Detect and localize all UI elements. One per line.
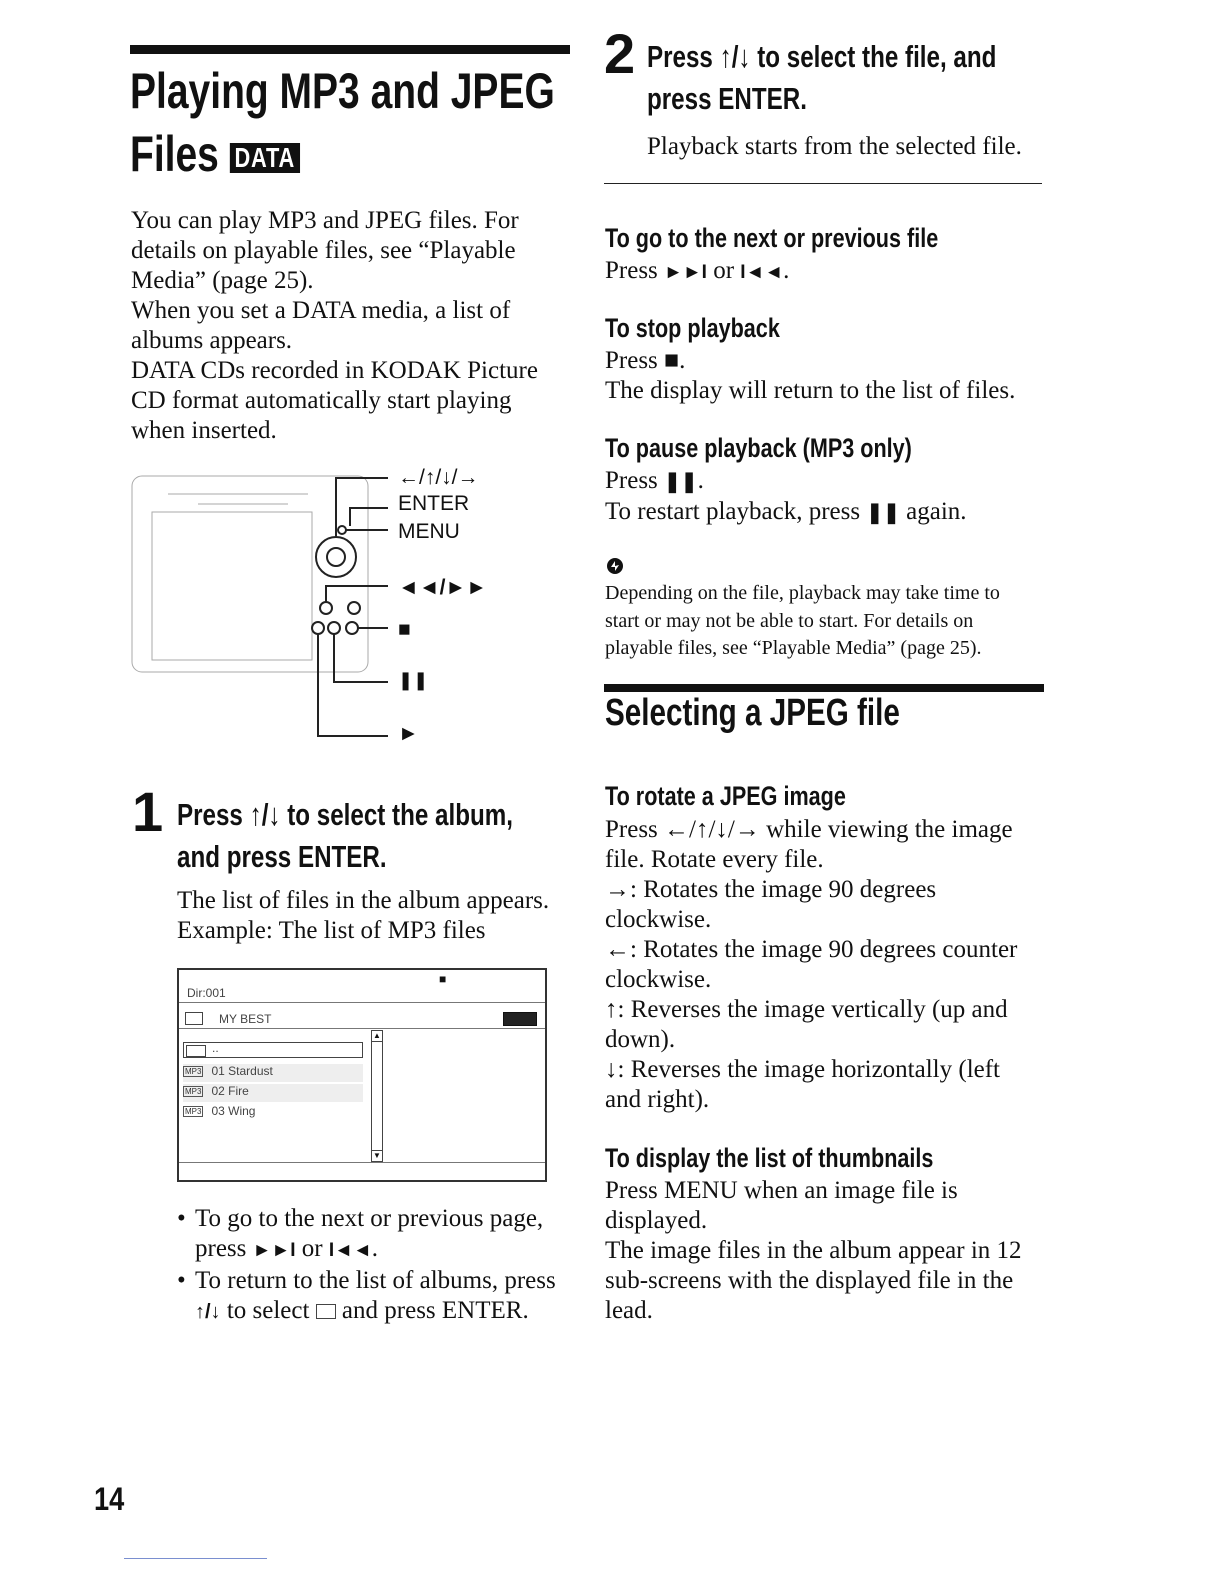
pause-leader <box>334 634 388 682</box>
up-down-arrows-icon: ↑/↓ <box>195 1301 221 1323</box>
next-icon: ►►I <box>252 1240 296 1261</box>
data-badge: DATA <box>230 143 300 173</box>
step-2-line-1: Press ↑/↓ to select the file, and <box>647 39 997 74</box>
bullet-1-line-2: press ►►I or I◄◄. <box>195 1235 378 1262</box>
intro-line: DATA CDs recorded in KODAK Picture <box>131 357 538 384</box>
step-1-line-2: and press ENTER. <box>177 839 387 874</box>
label-menu: MENU <box>398 520 460 543</box>
enter-button-center <box>327 548 345 566</box>
title-line-1: Playing MP3 and JPEG <box>130 63 555 119</box>
pause-button-outline <box>328 622 340 634</box>
step-2-line-2: press ENTER. <box>647 81 807 116</box>
parent-folder-icon <box>186 1045 206 1057</box>
prev-icon: I◄◄ <box>328 1240 372 1261</box>
note-icon <box>605 556 625 576</box>
battery-icon <box>503 1012 537 1026</box>
player-screen-outline <box>152 512 312 660</box>
stop-icon: ■ <box>664 347 680 374</box>
dir-label: Dir:001 <box>187 986 226 1000</box>
title-top-bar <box>130 45 570 54</box>
label-enter: ENTER <box>398 492 470 515</box>
parent-folder-row[interactable] <box>183 1042 363 1058</box>
mp3-file-icon: MP3 <box>185 1067 202 1076</box>
player-illustration <box>128 468 398 748</box>
pause-icon: ❚❚ <box>664 471 698 493</box>
bullet-2-line-2: ↑/↓ to select and press ENTER. <box>195 1297 529 1324</box>
player-body-outline <box>132 476 368 672</box>
parent-folder-label: .. <box>212 1041 219 1055</box>
label-pause: ❚❚ <box>398 670 429 690</box>
page-number: 14 <box>94 1481 125 1517</box>
thumbnails-heading: To display the list of thumbnails <box>605 1143 934 1173</box>
intro-line: details on playable files, see “Playable <box>131 237 516 264</box>
intro-paragraph <box>131 206 571 446</box>
bullet-list <box>177 1204 577 1327</box>
note-text: Depending on the file, playback may take time to start or may not be able to start. For details on playable files, see “Playable Media” (page 25). <box>605 582 1000 659</box>
divider <box>604 183 1042 184</box>
bullet-item: • To return to the list of albums, press ↑/↓ to select and press ENTER. <box>177 1266 577 1327</box>
intro-line: albums appears. <box>131 327 293 354</box>
prev-button-outline <box>320 602 332 614</box>
step-1-desc-line: The list of files in the album appears. <box>177 887 550 914</box>
play-leader <box>318 634 388 736</box>
stop-indicator: ■ <box>439 972 447 986</box>
album-name: MY BEST <box>219 1012 272 1026</box>
play-button-outline <box>346 622 358 634</box>
pause-icon: ❚❚ <box>866 502 900 524</box>
intro-line: Media” (page 25). <box>131 267 314 294</box>
file-list-screen <box>177 968 547 1182</box>
menu-button-outline <box>338 526 346 534</box>
list-scrollbar[interactable]: ▲ ▼ <box>371 1030 383 1162</box>
next-prev-heading: To go to the next or previous file <box>605 223 939 253</box>
mp3-file-icon: MP3 <box>185 1087 202 1096</box>
file-row[interactable]: MP3 02 Fire <box>183 1084 363 1102</box>
mp3-file-icon: MP3 <box>185 1107 202 1116</box>
step-1-desc-line: Example: The list of MP3 files <box>177 917 486 944</box>
pause-heading: To pause playback (MP3 only) <box>605 433 912 463</box>
enter-button-outline <box>316 537 356 577</box>
rotate-text: Press ←/↑/↓/→ while viewing the image file. Rotate every file. →: Rotates the image 90 degrees clockwise. ←: Rotates the image 90 degrees counter clockwise. ↑: Reverses the image vertically (up and down). ↓: Reverses the image horizontally (left and right). <box>605 816 1018 1113</box>
label-play: ► <box>398 722 419 745</box>
footer-rule <box>124 1558 267 1559</box>
title-line-2: Files DATA <box>130 127 300 182</box>
step-1-number: 1 <box>132 780 164 843</box>
stop-heading: To stop playback <box>605 313 780 343</box>
rotate-heading: To rotate a JPEG image <box>605 781 846 811</box>
intro-line: When you set a DATA media, a list of <box>131 297 511 324</box>
intro-line: CD format automatically start playing <box>131 387 512 414</box>
intro-line: You can play MP3 and JPEG files. For <box>131 207 519 234</box>
album-folder-icon <box>185 1012 203 1025</box>
pause-text: Press ❚❚. To restart playback, press ❚❚ again. <box>605 467 967 525</box>
label-prev-next: ◄◄/►► <box>398 576 487 599</box>
label-arrows: ←/↑/↓/→ <box>398 466 479 489</box>
prev-next-leader <box>326 586 388 602</box>
step-2-description: Playback starts from the selected file. <box>647 133 1022 160</box>
bullet-2-line-1: To return to the list of albums, press <box>195 1267 556 1294</box>
intro-line: when inserted. <box>131 417 277 444</box>
parent-folder-icon <box>316 1304 336 1319</box>
step-1-heading <box>177 794 608 878</box>
step-2-number: 2 <box>604 22 636 85</box>
file-row[interactable]: MP3 03 Wing <box>185 1104 256 1118</box>
thumbnails-text: Press MENU when an image file is displayed. The image files in the album appear in 12 sub-screens with the displayed file in the lead. <box>605 1177 1022 1324</box>
step-2-heading <box>647 36 1095 120</box>
prev-icon: I◄◄ <box>740 262 784 283</box>
step-1-description <box>177 886 549 946</box>
next-icon: ►►I <box>664 262 707 283</box>
stop-text: Press ■. The display will return to the list of files. <box>605 347 1016 404</box>
section-title: Selecting a JPEG file <box>605 692 900 734</box>
label-stop: ■ <box>398 618 411 641</box>
step-1-line-1: Press ↑/↓ to select the album, <box>177 797 513 832</box>
file-row[interactable]: MP3 01 Stardust <box>183 1064 363 1082</box>
next-prev-text: Press ►►I or I◄◄. <box>605 257 790 284</box>
section-top-bar <box>604 684 1044 692</box>
bullet-item: • To go to the next or previous page, press ►►I or I◄◄. <box>177 1204 577 1266</box>
next-button-outline <box>348 602 360 614</box>
bullet-1-line-1: To go to the next or previous page, <box>195 1205 544 1232</box>
stop-button-outline <box>312 622 324 634</box>
page-title <box>130 64 590 182</box>
enter-leader <box>350 508 388 526</box>
